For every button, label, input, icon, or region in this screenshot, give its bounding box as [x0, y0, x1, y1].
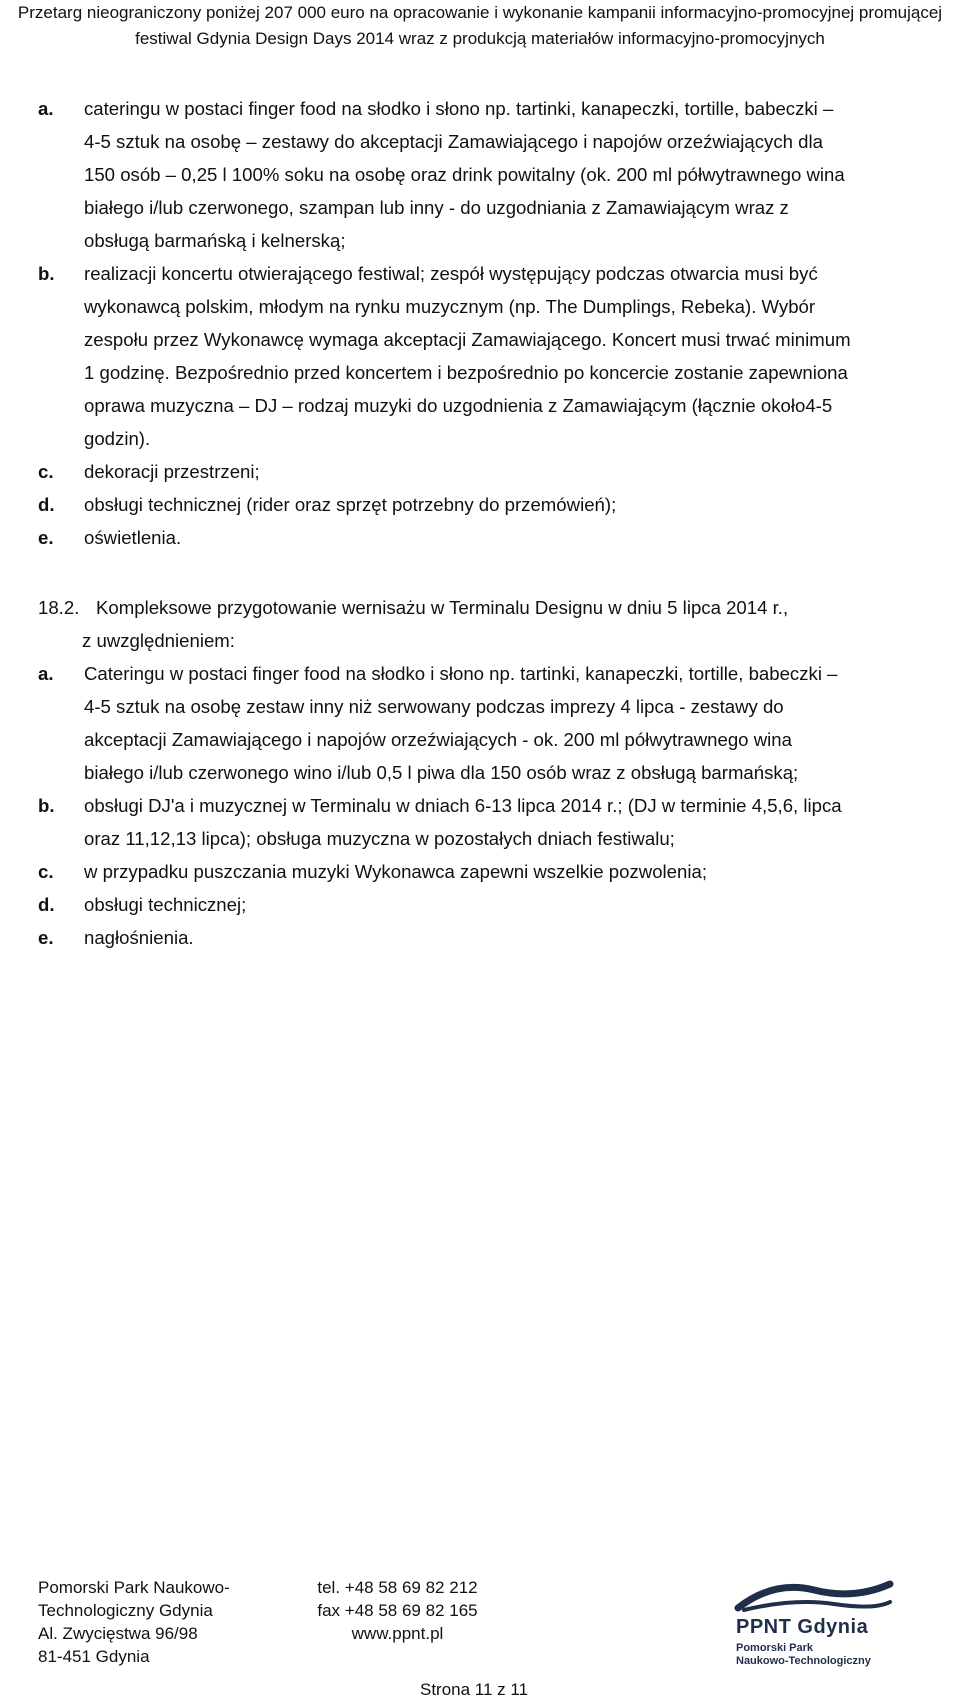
- address-line: Technologiczny Gdynia: [38, 1601, 213, 1620]
- section-heading: [38, 591, 938, 657]
- footer-contact: [305, 1576, 490, 1645]
- list-item: [38, 92, 938, 257]
- text-line: białego i/lub czerwonego wino i/lub 0,5 l piwa dla 150 osób wraz z obsługą barmańską;: [84, 762, 799, 783]
- logo-subtitle-line-1: Pomorski Park: [736, 1642, 814, 1654]
- text-line: obsługi technicznej;: [84, 894, 247, 915]
- text-line: oświetlenia.: [84, 527, 182, 548]
- list-item-text: [84, 789, 938, 855]
- header-line-2: festiwal Gdynia Design Days 2014 wraz z produkcją materiałów informacyjno-promocyjnych: [135, 29, 825, 48]
- list-item-text: [84, 521, 938, 554]
- text-line: nagłośnienia.: [84, 927, 194, 948]
- list-item: [38, 521, 938, 554]
- contact-website: www.ppnt.pl: [351, 1624, 444, 1643]
- list-item-label: c.: [38, 861, 54, 882]
- text-line: Cateringu w postaci finger food na słodko i słono np. tartinki, kanapeczki, tortille, babeczki –: [84, 663, 838, 684]
- section-18-2: [38, 591, 938, 954]
- page-footer: [0, 1576, 960, 1699]
- list-item-label: e.: [38, 527, 54, 548]
- text-line: cateringu w postaci finger food na słodko i słono np. tartinki, kanapeczki, tortille, babeczki –: [84, 98, 834, 119]
- list-item-text: [84, 92, 938, 257]
- list-item-label: d.: [38, 894, 55, 915]
- text-line: zespołu przez Wykonawcę wymaga akceptacji Zamawiającego. Koncert musi trwać minimum: [84, 329, 851, 350]
- text-line: oraz 11,12,13 lipca); obsługa muzyczna w pozostałych dniach festiwalu;: [84, 828, 675, 849]
- list-services-opening: [38, 92, 938, 554]
- text-line: 4-5 sztuk na osobę – zestawy do akceptacji Zamawiającego i napojów orzeźwiających dla: [84, 131, 823, 152]
- logo-subtitle: [736, 1642, 871, 1668]
- text-line: obsługi DJ'a i muzycznej w Terminalu w dniach 6-13 lipca 2014 r.; (DJ w terminie 4,5,6, lipca: [84, 795, 842, 816]
- list-item-text: [84, 921, 938, 954]
- text-line: akceptacji Zamawiającego i napojów orzeźwiających - ok. 200 ml półwytrawnego wina: [84, 729, 792, 750]
- contact-fax: fax +48 58 69 82 165: [317, 1601, 478, 1620]
- footer-address: [38, 1576, 230, 1668]
- logo-arc-icon: [734, 1576, 894, 1612]
- list-item-text: [84, 855, 938, 888]
- list-item: [38, 855, 938, 888]
- list-item-label: a.: [38, 663, 54, 684]
- list-item: [38, 657, 938, 789]
- section-title-line-2: z uwzględnieniem:: [82, 630, 235, 651]
- section-title: [82, 591, 938, 657]
- text-line: 4-5 sztuk na osobę zestaw inny niż serwowany podczas imprezy 4 lipca - zestawy do: [84, 696, 784, 717]
- list-item-label: b.: [38, 795, 55, 816]
- text-line: białego i/lub czerwonego, szampan lub inny - do uzgodniania z Zamawiającym wraz z: [84, 197, 789, 218]
- text-line: wykonawcą polskim, młodym na rynku muzycznym (np. The Dumplings, Rebeka). Wybór: [84, 296, 816, 317]
- list-item-label: c.: [38, 461, 54, 482]
- list-item-label: a.: [38, 98, 54, 119]
- list-item-text: [84, 488, 938, 521]
- section-number: 18.2.: [38, 597, 80, 618]
- list-item: [38, 888, 938, 921]
- address-line: Al. Zwycięstwa 96/98: [38, 1624, 198, 1643]
- list-item: [38, 921, 938, 954]
- text-line: oprawa muzyczna – DJ – rodzaj muzyki do uzgodnienia z Zamawiającym (łącznie około4-5: [84, 395, 833, 416]
- text-line: 150 osób – 0,25 l 100% soku na osobę oraz drink powitalny (ok. 200 ml półwytrawnego wina: [84, 164, 845, 185]
- list-item: [38, 455, 938, 488]
- list-item: [38, 257, 938, 455]
- address-line: Pomorski Park Naukowo-: [38, 1578, 230, 1597]
- address-line: 81-451 Gdynia: [38, 1647, 150, 1666]
- list-item: [38, 789, 938, 855]
- text-line: dekoracji przestrzeni;: [84, 461, 260, 482]
- list-item-text: [84, 257, 938, 455]
- text-line: obsługi technicznej (rider oraz sprzęt potrzebny do przemówień);: [84, 494, 617, 515]
- ppnt-logo: [734, 1576, 894, 1676]
- list-item: [38, 488, 938, 521]
- text-line: w przypadku puszczania muzyki Wykonawca zapewni wszelkie pozwolenia;: [84, 861, 707, 882]
- text-line: godzin).: [84, 428, 151, 449]
- list-item-text: [84, 657, 938, 789]
- text-line: 1 godzinę. Bezpośrednio przed koncertem i bezpośrednio po koncercie zostanie zapewniona: [84, 362, 848, 383]
- list-item-text: [84, 455, 938, 488]
- list-item-label: e.: [38, 927, 54, 948]
- section-title-line-1: Kompleksowe przygotowanie wernisażu w Terminalu Designu w dniu 5 lipca 2014 r.,: [96, 597, 789, 618]
- text-line: realizacji koncertu otwierającego festiwal; zespół występujący podczas otwarcia musi być: [84, 263, 818, 284]
- page-number: Strona 11 z 11: [420, 1680, 529, 1699]
- logo-subtitle-line-2: Naukowo-Technologiczny: [736, 1655, 871, 1667]
- list-item-label: d.: [38, 494, 55, 515]
- list-services-vernissage: [38, 657, 938, 954]
- contact-phone: tel. +48 58 69 82 212: [317, 1578, 478, 1597]
- header-line-1: Przetarg nieograniczony poniżej 207 000 euro na opracowanie i wykonanie kampanii informacyjno-promocyjnej promującej: [17, 3, 943, 22]
- logo-brand: PPNT Gdynia: [736, 1616, 869, 1638]
- list-item-text: [84, 888, 938, 921]
- list-item-label: b.: [38, 263, 55, 284]
- document-body: [38, 92, 938, 954]
- page-header: [0, 0, 960, 52]
- text-line: obsługą barmańską i kelnerską;: [84, 230, 346, 251]
